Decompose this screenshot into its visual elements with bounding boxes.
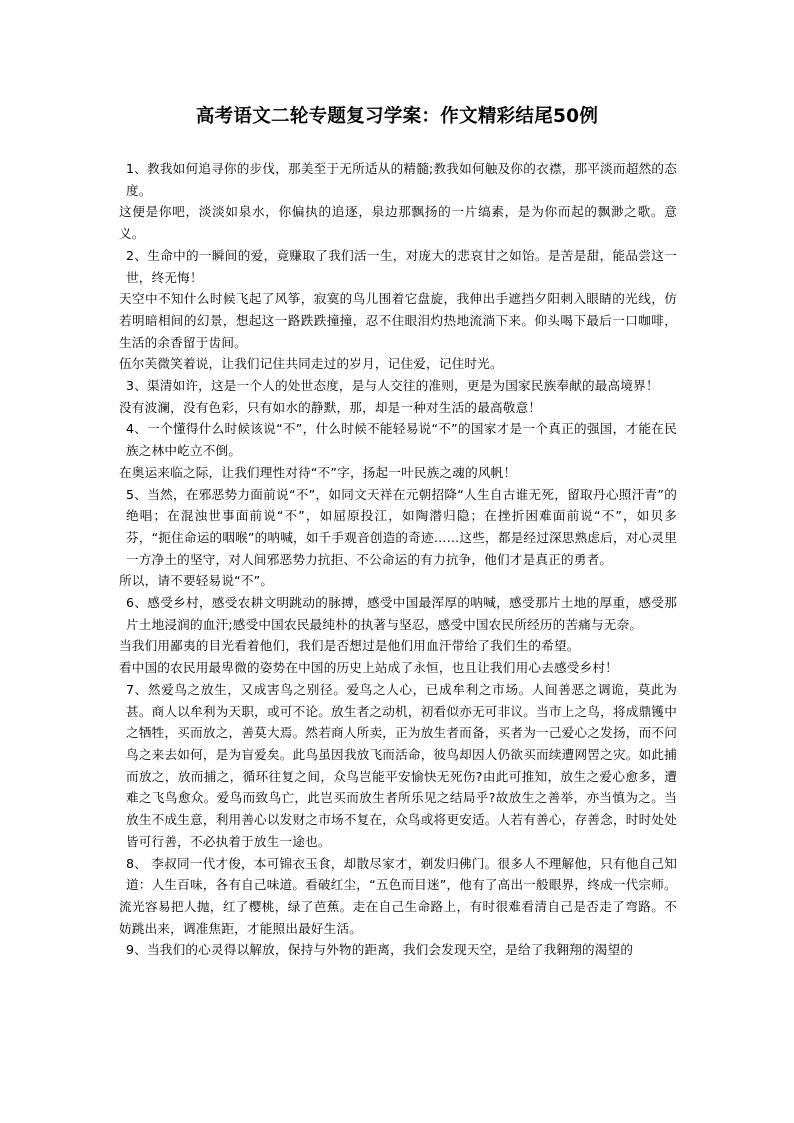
paragraph: 所以，请不要轻易说“不”。	[119, 573, 274, 589]
numbered-paragraph: 7、然爱鸟之放生，又成害鸟之别径。爱鸟之人心，已成牟利之市场。人间善恶之调诡，莫此为甚。商人以牟利为天职，或可不论。放生者之动机，初看似亦无可非议。当市上之鸟，将成鼎镬中之牺牲，买而放之，善莫大焉。然若商人所卖，正为放生者而备，买者为一己爱心之发扬，而不问鸟之来去如何，是为盲爱矣。此鸟虽因我放飞而活命，彼鸟却因人仍欲买而续遭网罟之灾。如此捕而放之，放而捕之，循环往复之间，众鸟岂能平安愉快无死伤?由此可推知，放生之爱心愈多，遭难之飞鸟愈众。爱鸟而致鸟亡，此岂买而放生者所乐见之结局乎?故放生之善举，亦当慎为之。当放生不成生意，利用善心以发财之市场不复在，众鸟或将更安适。人若有善心，存善念，时时处处皆可行善，不必执着于放生一途也。	[126, 681, 677, 849]
paragraph: 没有波澜，没有色彩，只有如水的静默，那，却是一种对生活的最高敬意！	[119, 399, 542, 415]
numbered-paragraph: 1、教我如何追寻你的步伐，那美至于无所适从的精髓;教我如何触及你的衣襟，那平淡而超然的态度。	[126, 161, 677, 198]
paragraph: 流光容易把人抛，红了樱桃，绿了芭蕉。走在自己生命路上，有时很难看清自己是否走了弯路。不妨跳出来，调准焦距，才能照出最好生活。	[119, 898, 677, 936]
numbered-paragraph: 2、生命中的一瞬间的爱，竟赚取了我们活一生，对庞大的悲哀甘之如饴。是苦是甜，能品尝这一世，终无悔！	[126, 247, 677, 285]
paragraph: 天空中不知什么时候飞起了风筝，寂寞的鸟儿围着它盘旋，我伸出手遮挡夕阳刺入眼睛的光线，仿若明暗相间的幻景，想起这一路跌跌撞撞，忍不住眼泪灼热地流淌下来。仰头喝下最后一口咖啡，生活的余香留于齿间。	[119, 291, 677, 350]
document-body	[119, 158, 677, 961]
paragraph: 伍尔芙微笑着说，让我们记住共同走过的岁月，记住爱，记住时光。	[119, 356, 503, 372]
document-title: 高考语文二轮专题复习学案：作文精彩结尾50例	[195, 106, 599, 127]
numbered-paragraph: 6、感受乡村，感受农耕文明跳动的脉搏，感受中国最浑厚的呐喊，感受那片土地的厚重，感受那片土地浸润的血汗;感受中国农民最纯朴的执著与坚忍，感受中国农民所经历的苦痛与无奈。	[126, 595, 677, 632]
numbered-paragraph: 5、当然，在邪恶势力面前说“不”，如同文天祥在元朝招降“人生自古谁无死，留取丹心照汗青”的绝唱；在混浊世事面前说“不”，如屈原投江，如陶潜归隐；在挫折困难面前说“不”，如贝多芬，“扼住命运的咽喉”的呐喊，如千手观音创造的奇迹……这些，都是经过深思熟虑后，对心灵里一方净土的坚守，对人间邪恶势力抗拒、不公命运的有力抗争，他们才是真正的勇者。	[126, 486, 677, 567]
numbered-paragraph: 3、渠清如许，这是一个人的处世态度，是与人交往的准则，更是为国家民族奉献的最高境界！	[126, 378, 659, 394]
paragraph: 在奥运来临之际，让我们理性对待“不”字，扬起一叶民族之魂的风帆！	[119, 464, 517, 480]
numbered-paragraph: 8、 李叔同一代才俊，本可锦衣玉食，却散尽家才，剃发归佛门。很多人不理解他，只有他自己知道：人生百味，各有自己味道。看破红尘，“五色而目迷”，他有了高出一般眼界，终成一代宗师。	[126, 855, 677, 893]
numbered-paragraph: 4、一个懂得什么时候该说“不”，什么时候不能轻易说“不”的国家才是一个真正的强国，才能在民族之林中屹立不倒。	[126, 421, 677, 459]
paragraph: 这便是你吧，淡淡如泉水，你偏执的追逐，泉边那飘扬的一片缟素，是为你而起的飘渺之歌。意义。	[119, 204, 677, 242]
numbered-paragraph: 9、当我们的心灵得以解放，保持与外物的距离，我们会发现天空，是给了我翱翔的渴望的	[126, 942, 634, 958]
paragraph: 看中国的农民用最卑微的姿势在中国的历史上站成了永恒，也且让我们用心去感受乡村！	[119, 660, 618, 676]
paragraph: 当我们用鄙夷的目光看着他们，我们是否想过是他们用血汗带给了我们生的希望。	[119, 638, 580, 654]
